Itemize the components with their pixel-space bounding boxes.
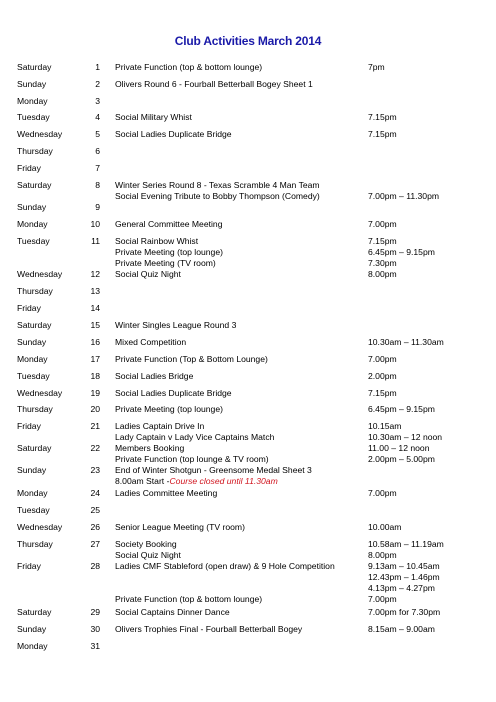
time-list	[368, 561, 440, 605]
day-date: 16	[90, 337, 100, 347]
event-name: Social Quiz Night	[115, 550, 181, 560]
day-date: 4	[95, 112, 100, 122]
day-name: Saturday	[17, 443, 52, 453]
event-list	[115, 269, 365, 280]
event-time: 7pm	[368, 62, 385, 72]
event-list	[115, 522, 365, 533]
event-name: Lady Captain v Lady Vice Captains Match	[115, 432, 275, 442]
time-list	[368, 180, 439, 202]
event-list	[115, 465, 365, 487]
day-name: Friday	[17, 561, 41, 571]
event-name: End of Winter Shotgun - Greensome Medal Sheet 3	[115, 465, 312, 475]
day-name: Wednesday	[17, 522, 63, 532]
event-list	[115, 79, 365, 90]
day-date: 15	[90, 320, 100, 330]
event-time: 7.30pm	[368, 258, 397, 268]
day-name: Monday	[17, 96, 48, 106]
event-list	[115, 354, 365, 365]
event-time: 10.15am	[368, 421, 402, 431]
event-name: Mixed Competition	[115, 337, 187, 347]
event-name: Private Function (top lounge & TV room)	[115, 454, 269, 464]
day-name: Tuesday	[17, 505, 50, 515]
event-name: Ladies CMF Stableford (open draw) & 9 Hole Competition	[115, 561, 335, 571]
day-date: 27	[90, 539, 100, 549]
event-time: 7.00pm	[368, 219, 397, 229]
time-list	[368, 404, 435, 415]
event-list	[115, 371, 365, 382]
day-name: Monday	[17, 488, 48, 498]
event-name: Private Meeting (TV room)	[115, 258, 216, 268]
event-time: 7.00pm for 7.30pm	[368, 607, 441, 617]
day-date: 2	[95, 79, 100, 89]
event-time: 7.00pm	[368, 354, 397, 364]
day-name: Saturday	[17, 607, 52, 617]
day-name: Thursday	[17, 146, 53, 156]
day-name: Tuesday	[17, 112, 50, 122]
event-name: Private Meeting (top lounge)	[115, 247, 223, 257]
day-date: 26	[90, 522, 100, 532]
event-time: 8.15am – 9.00am	[368, 624, 435, 634]
event-name: Private Function (top & bottom lounge)	[115, 594, 263, 604]
event-time: 10.30am – 12 noon	[368, 432, 443, 442]
day-date: 9	[95, 202, 100, 212]
day-name: Saturday	[17, 180, 52, 190]
day-date: 18	[90, 371, 100, 381]
event-time: 8.00pm	[368, 550, 397, 560]
page-title: Club Activities March 2014	[174, 34, 322, 48]
event-list	[115, 337, 365, 348]
day-date: 23	[90, 465, 100, 475]
event-name: Social Military Whist	[115, 112, 192, 122]
day-name: Friday	[17, 421, 41, 431]
time-list	[368, 129, 397, 140]
day-date: 7	[95, 163, 100, 173]
event-name: Social Rainbow Whist	[115, 236, 199, 246]
time-list	[368, 236, 435, 269]
event-time: 7.00pm – 11.30pm	[368, 191, 440, 201]
time-list	[368, 607, 440, 618]
event-list	[115, 421, 365, 443]
day-name: Wednesday	[17, 269, 63, 279]
event-name: Olivers Round 6 - Fourball Betterball Bogey Sheet 1	[115, 79, 313, 89]
time-list	[368, 354, 397, 365]
event-name: Social Ladies Duplicate Bridge	[115, 129, 232, 139]
day-date: 13	[90, 286, 100, 296]
event-list	[115, 404, 365, 415]
day-date: 20	[90, 404, 100, 414]
day-name: Monday	[17, 354, 48, 364]
day-date: 30	[90, 624, 100, 634]
day-name: Sunday	[17, 202, 47, 212]
time-list	[368, 443, 435, 465]
time-list	[368, 219, 397, 230]
event-name: Social Quiz Night	[115, 269, 181, 279]
day-name: Tuesday	[17, 371, 50, 381]
time-list	[368, 269, 397, 280]
event-time: 2.00pm	[368, 371, 397, 381]
day-date: 8	[95, 180, 100, 190]
day-date: 22	[90, 443, 100, 453]
day-name: Sunday	[17, 624, 47, 634]
event-name: Private Function (top & bottom lounge)	[115, 62, 263, 72]
time-list	[368, 488, 397, 499]
time-list	[368, 62, 385, 73]
event-time: 7.15pm	[368, 388, 397, 398]
day-name: Sunday	[17, 465, 47, 475]
event-name: Private Meeting (top lounge)	[115, 404, 223, 414]
event-list	[115, 320, 365, 331]
start-note: 8.00am Start -	[115, 476, 170, 486]
event-time: 4.13pm – 4.27pm	[368, 583, 435, 593]
time-list	[368, 522, 401, 533]
course-closed-note: Course closed until 11.30am	[169, 476, 278, 486]
day-name: Wednesday	[17, 129, 63, 139]
day-date: 17	[90, 354, 100, 364]
day-name: Saturday	[17, 62, 52, 72]
event-name	[115, 583, 365, 594]
day-name: Sunday	[17, 79, 47, 89]
event-name: Olivers Trophies Final - Fourball Betterball Bogey	[115, 624, 303, 634]
event-name: Social Evening Tribute to Bobby Thompson (Comedy)	[115, 191, 320, 201]
event-list	[115, 129, 365, 140]
event-name: Society Booking	[115, 539, 177, 549]
event-name: Members Booking	[115, 443, 185, 453]
event-list	[115, 488, 365, 499]
event-time: 2.00pm – 5.00pm	[368, 454, 435, 464]
day-date: 12	[90, 269, 100, 279]
day-name: Friday	[17, 303, 41, 313]
event-time: 7.00pm	[368, 488, 397, 498]
day-name: Tuesday	[17, 236, 50, 246]
day-name: Thursday	[17, 286, 53, 296]
day-date: 24	[90, 488, 100, 498]
event-list	[115, 236, 365, 269]
event-list	[115, 443, 365, 465]
event-name: Ladies Captain Drive In	[115, 421, 205, 431]
day-name: Wednesday	[17, 388, 63, 398]
time-list	[368, 388, 397, 399]
event-time: 7.15pm	[368, 129, 397, 139]
event-list	[115, 388, 365, 399]
event-list	[115, 62, 365, 73]
event-name: Ladies Committee Meeting	[115, 488, 218, 498]
event-time: 10.00am	[368, 522, 402, 532]
event-time: 7.00pm	[368, 594, 397, 604]
event-time: 7.15pm	[368, 236, 397, 246]
day-date: 31	[90, 641, 100, 651]
day-date: 29	[90, 607, 100, 617]
day-name: Friday	[17, 163, 41, 173]
day-name: Saturday	[17, 320, 52, 330]
event-list	[115, 539, 365, 561]
event-list	[115, 624, 365, 635]
time-list	[368, 539, 444, 561]
day-date: 25	[90, 505, 100, 515]
event-list	[115, 219, 365, 230]
event-time: 7.15pm	[368, 112, 397, 122]
day-date: 14	[90, 303, 100, 313]
event-name: General Committee Meeting	[115, 219, 223, 229]
day-date: 21	[90, 421, 100, 431]
event-name: Social Ladies Bridge	[115, 371, 194, 381]
day-date: 10	[90, 219, 100, 229]
day-name: Monday	[17, 641, 48, 651]
event-list	[115, 180, 365, 202]
time-list	[368, 421, 442, 443]
day-name: Sunday	[17, 337, 47, 347]
day-name: Thursday	[17, 404, 53, 414]
time-list	[368, 624, 435, 635]
event-name	[115, 572, 365, 583]
event-time: 6.45pm – 9.15pm	[368, 247, 435, 257]
day-name: Monday	[17, 219, 48, 229]
time-list	[368, 371, 397, 382]
event-time: 8.00pm	[368, 269, 397, 279]
event-note	[115, 476, 365, 487]
event-list	[115, 112, 365, 123]
time-list	[368, 337, 444, 348]
event-time	[368, 180, 439, 191]
event-name: Social Captains Dinner Dance	[115, 607, 230, 617]
event-time: 9.13am – 10.45am	[368, 561, 440, 571]
day-date: 5	[95, 129, 100, 139]
event-time: 10.58am – 11.19am	[368, 539, 444, 549]
event-name: Winter Series Round 8 - Texas Scramble 4 Man Team	[115, 180, 320, 190]
day-date: 1	[95, 62, 100, 72]
event-time: 12.43pm – 1.46pm	[368, 572, 440, 582]
event-name: Senior League Meeting (TV room)	[115, 522, 245, 532]
event-list	[115, 607, 365, 618]
day-date: 28	[90, 561, 100, 571]
day-name: Thursday	[17, 539, 53, 549]
day-date: 3	[95, 96, 100, 106]
event-time: 6.45pm – 9.15pm	[368, 404, 435, 414]
day-date: 19	[90, 388, 100, 398]
day-date: 6	[95, 146, 100, 156]
event-list	[115, 561, 365, 605]
event-time: 11.00 – 12 noon	[368, 443, 430, 453]
event-name: Social Ladies Duplicate Bridge	[115, 388, 232, 398]
day-date: 11	[91, 236, 100, 246]
time-list	[368, 112, 397, 123]
event-name: Winter Singles League Round 3	[115, 320, 237, 330]
event-time: 10.30am – 11.30am	[368, 337, 444, 347]
event-name: Private Function (Top & Bottom Lounge)	[115, 354, 268, 364]
